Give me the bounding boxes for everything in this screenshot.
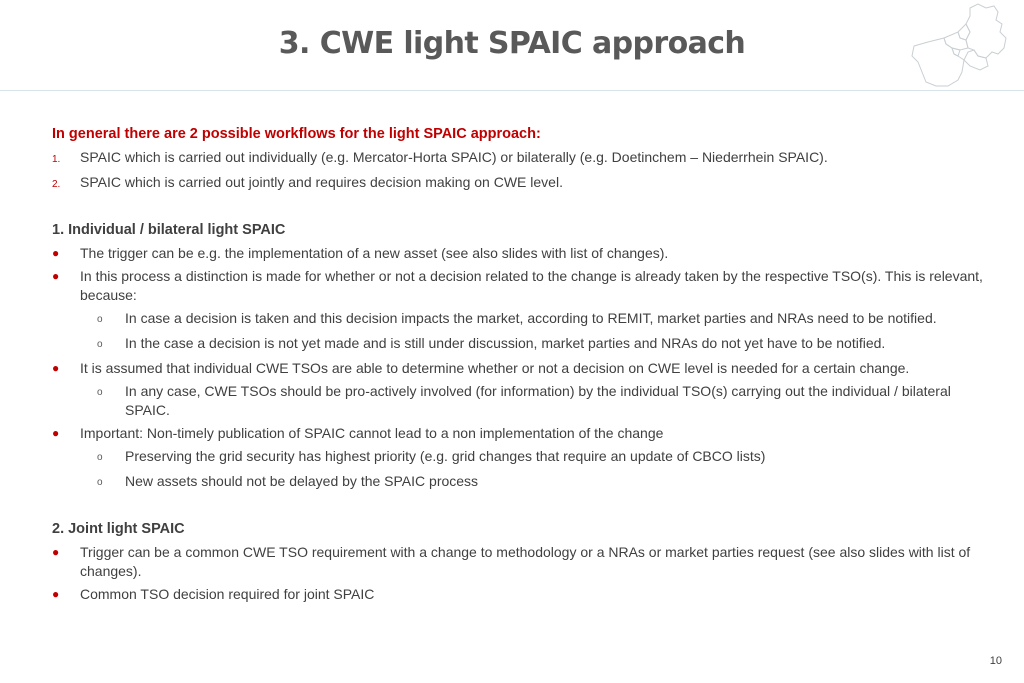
bullet-text: In this process a distinction is made for whether or not a decision related to the change is already taken by the respective TSO(s). This is relevant, because: bbox=[80, 268, 983, 303]
slide-body bbox=[52, 125, 992, 608]
sub-bullet-icon: o bbox=[97, 339, 103, 350]
bullet-text: It is assumed that individual CWE TSOs are able to determine whether or not a decision on CWE level is needed for a certain change. bbox=[80, 360, 910, 376]
bullet-icon: ● bbox=[52, 426, 60, 440]
slide-title: 3. CWE light SPAIC approach bbox=[278, 26, 746, 61]
bullet-text: Trigger can be a common CWE TSO requirement with a change to methodology or a NRAs or market parties request (see also slides with list of changes). bbox=[80, 544, 971, 579]
sub-bullet-icon: o bbox=[97, 314, 103, 325]
sub-bullet-icon: o bbox=[97, 387, 103, 398]
section-heading-joint: 2. Joint light SPAIC bbox=[52, 521, 185, 537]
sub-bullet-item bbox=[52, 382, 992, 420]
sub-bullet-text: Preserving the grid security has highest priority (e.g. grid changes that require an update of CBCO lists) bbox=[125, 448, 766, 464]
sub-bullet-item bbox=[52, 309, 992, 330]
numbered-item-text: SPAIC which is carried out individually (e.g. Mercator-Horta SPAIC) or bilaterally (e.g. Doetinchem – Niederrhein SPAIC). bbox=[80, 149, 828, 165]
sub-bullet-icon: o bbox=[97, 477, 103, 488]
sub-bullet-text: In the case a decision is not yet made and is still under discussion, market parties and NRAs do not yet have to be notified. bbox=[125, 335, 886, 351]
bullet-item bbox=[52, 424, 992, 443]
bullet-text: The trigger can be e.g. the implementation of a new asset (see also slides with list of changes). bbox=[80, 245, 669, 261]
numbered-item bbox=[52, 173, 992, 194]
sub-bullet-item bbox=[52, 334, 992, 355]
list-number: 2. bbox=[52, 179, 61, 190]
cwe-region-map-icon bbox=[908, 2, 1018, 88]
page-number: 10 bbox=[989, 655, 1002, 667]
list-number: 1. bbox=[52, 154, 61, 165]
sub-bullet-item bbox=[52, 447, 992, 468]
section-heading-individual: 1. Individual / bilateral light SPAIC bbox=[52, 222, 286, 238]
bullet-item bbox=[52, 543, 992, 581]
sub-bullet-text: In any case, CWE TSOs should be pro-actively involved (for information) by the individual TSO(s) carrying out the individual / bilateral SPAIC. bbox=[125, 383, 951, 418]
bullet-item bbox=[52, 244, 992, 263]
bullet-item bbox=[52, 585, 992, 604]
header-divider bbox=[0, 90, 1024, 91]
bullet-icon: ● bbox=[52, 545, 60, 559]
bullet-text: Important: Non-timely publication of SPAIC cannot lead to a non implementation of the change bbox=[80, 425, 664, 441]
bullet-icon: ● bbox=[52, 587, 60, 601]
sub-bullet-text: In case a decision is taken and this decision impacts the market, according to REMIT, market parties and NRAs need to be notified. bbox=[125, 310, 937, 326]
bullet-icon: ● bbox=[52, 246, 60, 260]
sub-bullet-text: New assets should not be delayed by the SPAIC process bbox=[125, 473, 479, 489]
bullet-icon: ● bbox=[52, 361, 60, 375]
intro-heading: In general there are 2 possible workflows for the light SPAIC approach: bbox=[52, 126, 541, 142]
sub-bullet-item bbox=[52, 472, 992, 493]
numbered-item bbox=[52, 148, 992, 169]
bullet-icon: ● bbox=[52, 269, 60, 283]
bullet-item bbox=[52, 267, 992, 305]
sub-bullet-icon: o bbox=[97, 452, 103, 463]
numbered-item-text: SPAIC which is carried out jointly and requires decision making on CWE level. bbox=[80, 174, 563, 190]
bullet-item bbox=[52, 359, 992, 378]
bullet-text: Common TSO decision required for joint SPAIC bbox=[80, 586, 375, 602]
